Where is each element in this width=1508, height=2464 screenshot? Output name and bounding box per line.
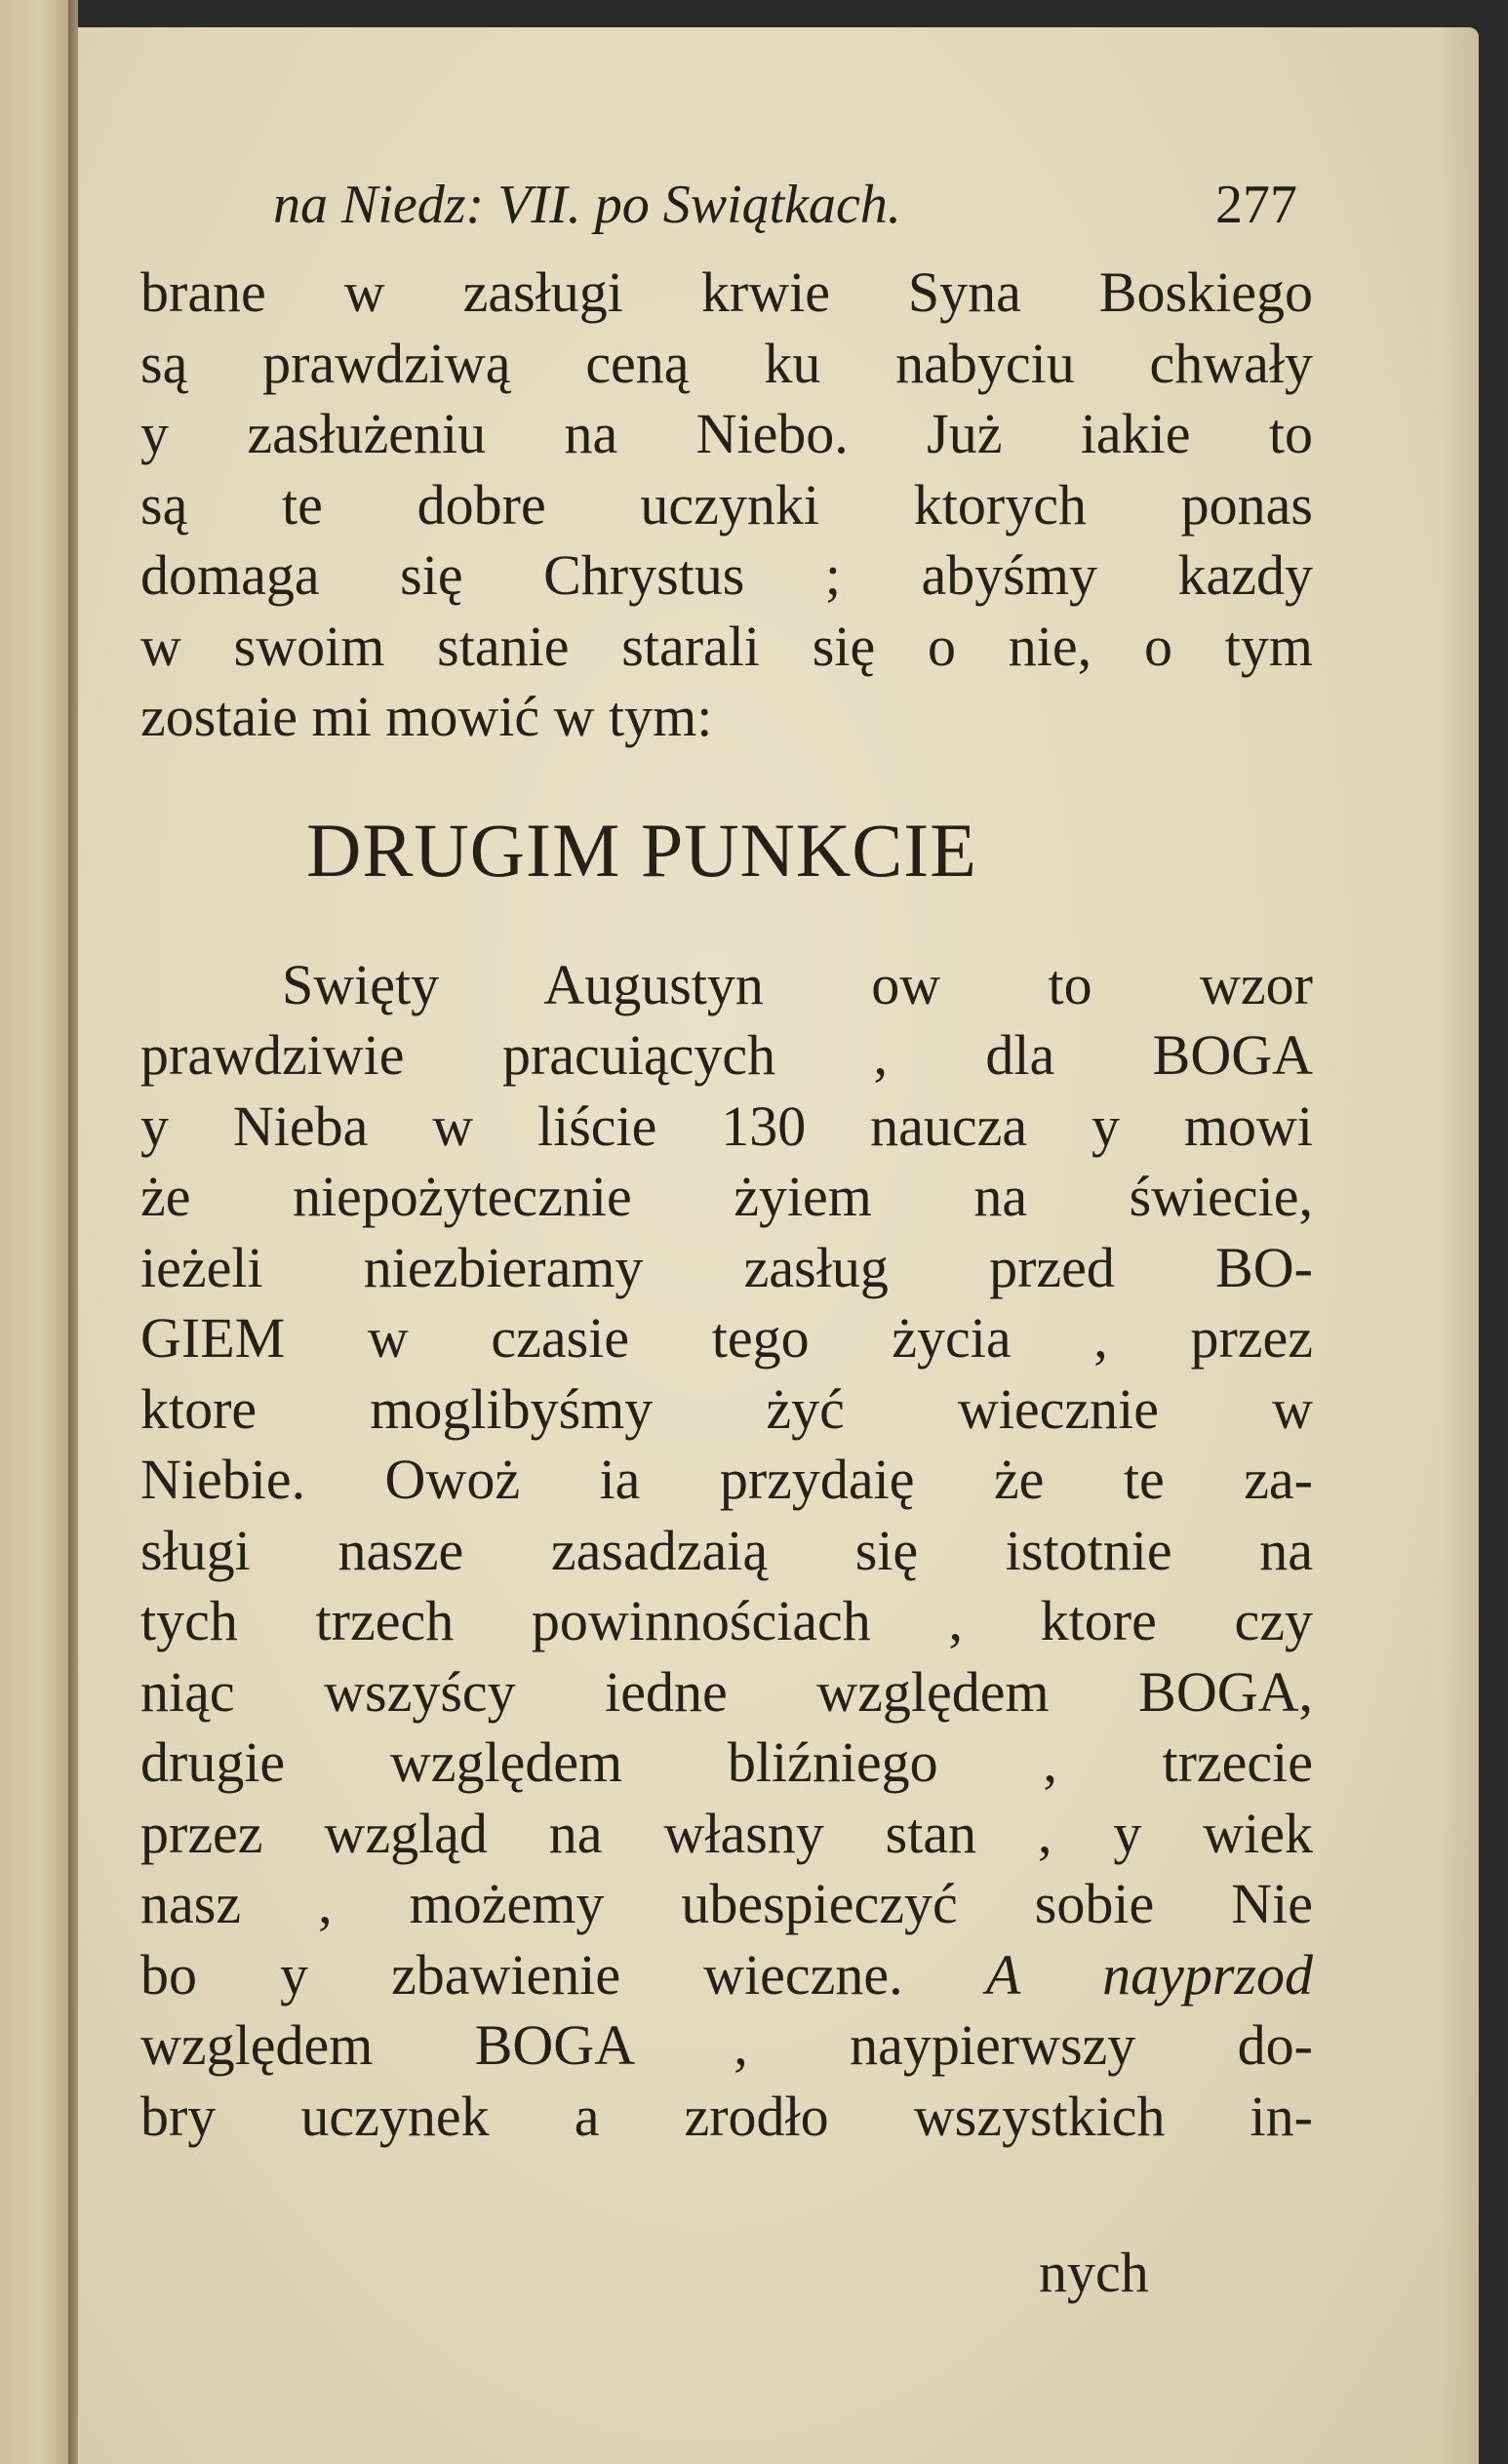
text-line: tych trzech powinnościach , ktore czy — [140, 1589, 1313, 1652]
page-number: 277 — [1215, 175, 1297, 235]
text-line-with-italic — [140, 1940, 1313, 2011]
catchword: nych — [1039, 2241, 1149, 2304]
text-line: są prawdziwą ceną ku nabyciu chwały — [140, 331, 1313, 395]
text-line: y Nieba w liście 130 naucza y mowi — [140, 1093, 1313, 1158]
text-line: są te dobre uczynki ktorych ponas — [140, 472, 1313, 537]
text-line: przez wzgląd na własny stan , y wiek — [140, 1801, 1313, 1865]
text-line: w swoim stanie starali się o nie, o tym — [140, 614, 1313, 678]
book-gutter — [68, 0, 78, 2464]
text-line: bry uczynek a zrodło wszystkich in- — [140, 2084, 1313, 2148]
running-head — [273, 174, 1297, 252]
text-line: domaga się Chrystus ; abyśmy kazdy — [140, 543, 1313, 607]
text-line: nasz , możemy ubespieczyć sobie Nie — [140, 1872, 1313, 1935]
text-line: względem BOGA , naypierwszy do- — [140, 2013, 1313, 2077]
text-line: GIEM w czasie tego życia , przez — [140, 1306, 1313, 1370]
text-line: zostaie mi mowić w tym: — [140, 685, 713, 748]
text-line: Niebie. Owoż ia przydaię że te za- — [140, 1448, 1313, 1511]
text-segment: bo y zbawienie wieczne. — [140, 1942, 903, 2007]
text-line: drugie względem bliźniego , trzecie — [140, 1730, 1313, 1794]
previous-page-edge — [0, 0, 72, 2464]
section-heading: DRUGIM PUNKCIE — [306, 807, 977, 893]
text-line: ktore moglibyśmy żyć wiecznie w — [140, 1376, 1313, 1441]
text-line: y zasłużeniu na Niebo. Już iakie to — [140, 402, 1313, 465]
text-line: sługi nasze zasadzaią się istotnie na — [140, 1518, 1313, 1582]
text-line: niąc wszyścy iedne względem BOGA, — [140, 1659, 1313, 1724]
text-block — [140, 258, 1313, 2152]
text-line: Swięty Augustyn ow to wzor — [282, 952, 1313, 1016]
text-line: brane w zasługi krwie Syna Boskiego — [140, 260, 1313, 324]
text-line: ieżeli niezbieramy zasług przed BO- — [140, 1235, 1313, 1299]
book-page — [78, 27, 1479, 2464]
text-line: że niepożytecznie żyiem na świecie, — [140, 1165, 1313, 1228]
text-line: prawdziwie pracuiących , dla BOGA — [140, 1023, 1313, 1087]
running-head-title: na Niedz: VII. po Swiątkach. — [273, 175, 901, 235]
italic-phrase: A nayprzod — [985, 1942, 1313, 2007]
